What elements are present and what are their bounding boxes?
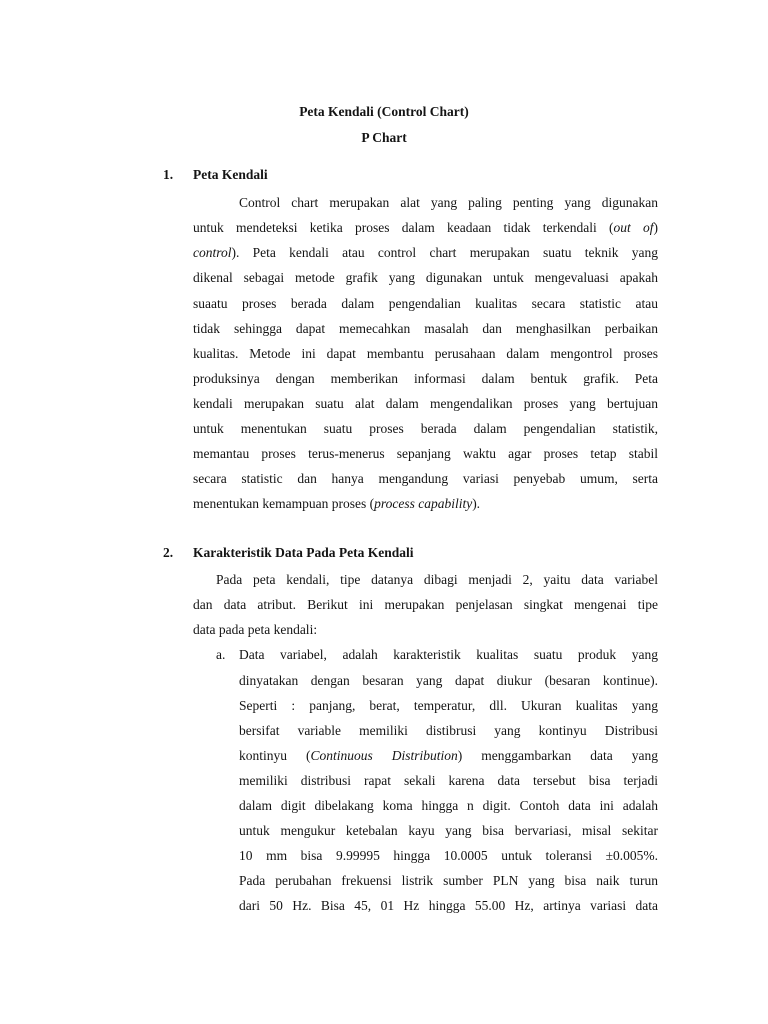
list-item-line: dinyatakan dengan besaran yang dapat diukur (besaran kontinue).	[239, 673, 658, 688]
paragraph-line: control). Peta kendali atau control chart merupakan suatu teknik yang	[193, 245, 658, 260]
list-item-line: dari 50 Hz. Bisa 45, 01 Hz hingga 55.00 Hz, artinya variasi data	[239, 898, 658, 913]
list-item-line: Data variabel, adalah karakteristik kualitas suatu produk yang	[239, 647, 658, 662]
paragraph-line: suaatu proses berada dalam pengendalian kualitas secara statistic atau	[193, 296, 658, 311]
paragraph-line: dan data atribut. Berikut ini merupakan penjelasan singkat mengenai tipe	[193, 597, 658, 612]
list-item-line: untuk mengukur ketebalan kayu yang bisa bervariasi, misal sekitar	[239, 823, 658, 838]
paragraph-line: data pada peta kendali:	[193, 622, 318, 637]
paragraph-line: untuk menentukan suatu proses berada dalam pengendalian statistik,	[193, 421, 658, 436]
list-item-line: 10 mm bisa 9.99995 hingga 10.0005 untuk toleransi ±0.005%.	[239, 848, 658, 863]
section-2-title: Karakteristik Data Pada Peta Kendali	[193, 545, 414, 560]
paragraph-line: tidak sehingga dapat memecahkan masalah dan menghasilkan perbaikan	[193, 321, 658, 336]
paragraph-line: kendali merupakan suatu alat dalam mengendalikan proses yang bertujuan	[193, 396, 658, 411]
paragraph-line: Pada peta kendali, tipe datanya dibagi menjadi 2, yaitu data variabel	[216, 572, 658, 587]
list-item-line: bersifat variable memiliki distibrusi yang kontinyu Distribusi	[239, 723, 658, 738]
paragraph-line: menentukan kemampuan proses (process capability).	[193, 496, 481, 511]
section-1-heading	[163, 167, 268, 183]
section-1-number: 1.	[163, 167, 174, 182]
paragraph-line: memantau proses terus-menerus sepanjang waktu agar proses tetap stabil	[193, 446, 658, 461]
paragraph-line: Control chart merupakan alat yang paling penting yang digunakan	[239, 195, 658, 210]
paragraph-line: produksinya dengan memberikan informasi dalam bentuk grafik. Peta	[193, 371, 658, 386]
section-2-heading	[163, 545, 413, 561]
list-item-line: Seperti : panjang, berat, temperatur, dll. Ukuran kualitas yang	[239, 698, 658, 713]
list-item-line: memiliki distribusi rapat sekali karena data tersebut bisa terjadi	[239, 773, 658, 788]
document-subtitle: P Chart	[361, 130, 407, 145]
list-item-line: kontinyu (Continuous Distribution) menggambarkan data yang	[239, 748, 659, 763]
list-item-line: dalam digit dibelakang koma hingga n digit. Contoh data ini adalah	[239, 798, 658, 813]
section-1-title: Peta Kendali	[193, 167, 268, 182]
list-marker-a: a.	[216, 647, 226, 662]
section-2-number: 2.	[163, 545, 174, 560]
paragraph-line: untuk mendeteksi ketika proses dalam keadaan tidak terkendali (out of)	[193, 220, 658, 235]
list-item-line: Pada perubahan frekuensi listrik sumber PLN yang bisa naik turun	[239, 873, 658, 888]
document-title: Peta Kendali (Control Chart)	[299, 104, 469, 119]
paragraph-line: kualitas. Metode ini dapat membantu perusahaan dalam mengontrol proses	[193, 346, 658, 361]
paragraph-line: dikenal sebagai metode grafik yang digunakan untuk mengevaluasi apakah	[193, 270, 658, 285]
paragraph-line: secara statistic dan hanya mengandung variasi penyebab umum, serta	[193, 471, 658, 486]
